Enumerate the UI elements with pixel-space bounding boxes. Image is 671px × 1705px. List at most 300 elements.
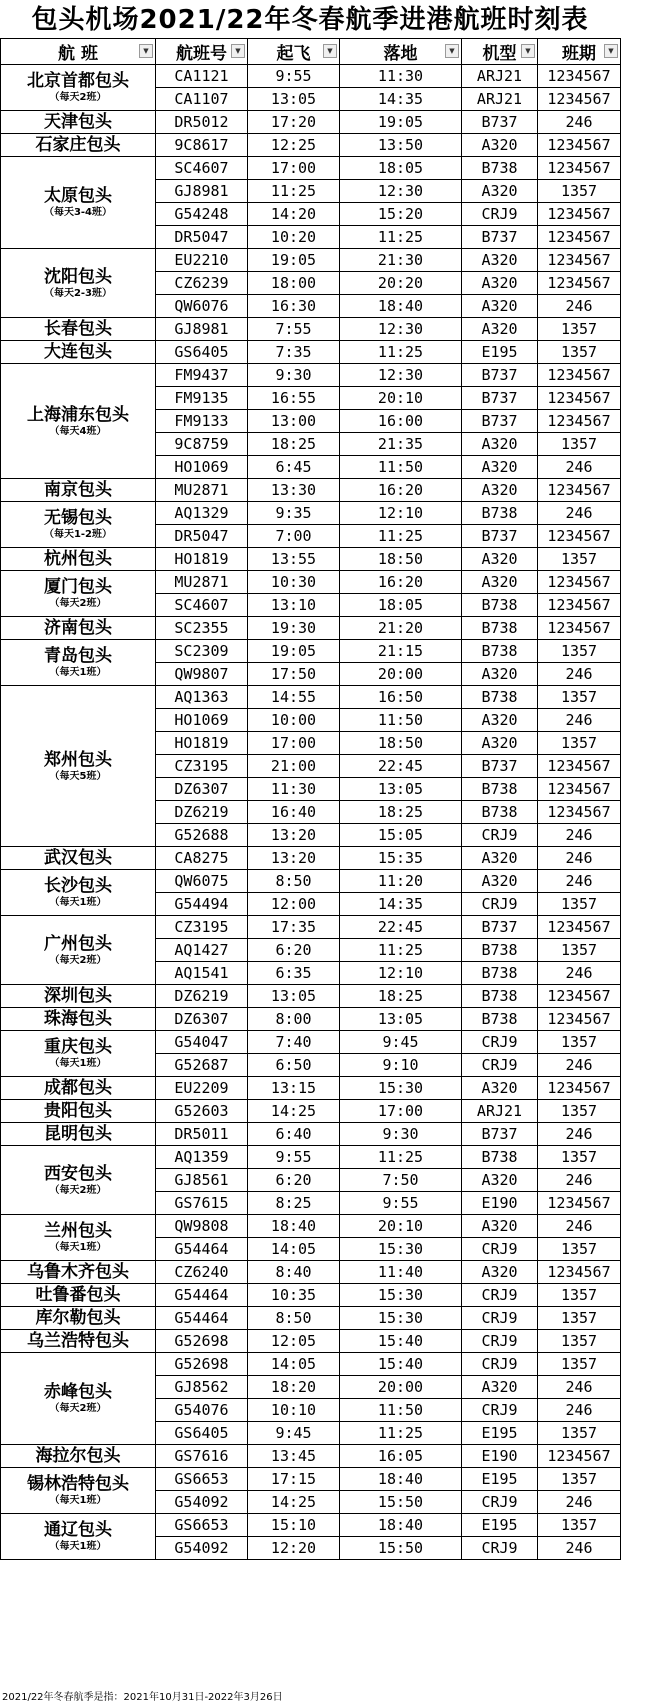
arrival-time-cell[interactable]: 18:50: [340, 548, 462, 571]
arrival-time-cell[interactable]: 20:10: [340, 387, 462, 410]
aircraft-type-cell[interactable]: CRJ9: [462, 1031, 538, 1054]
schedule-days-cell[interactable]: 1357: [538, 1468, 621, 1491]
aircraft-type-cell[interactable]: A320: [462, 180, 538, 203]
departure-time-cell[interactable]: 17:15: [248, 1468, 340, 1491]
aircraft-type-cell[interactable]: CRJ9: [462, 1537, 538, 1560]
schedule-days-cell[interactable]: 1234567: [538, 249, 621, 272]
flight-number-cell[interactable]: GJ8981: [156, 180, 248, 203]
aircraft-type-cell[interactable]: A320: [462, 272, 538, 295]
departure-time-cell[interactable]: 10:10: [248, 1399, 340, 1422]
route-cell[interactable]: [1, 571, 156, 617]
flight-number-cell[interactable]: CA8275: [156, 847, 248, 870]
aircraft-type-cell[interactable]: ARJ21: [462, 88, 538, 111]
flight-number-cell[interactable]: CZ3195: [156, 916, 248, 939]
schedule-days-cell[interactable]: 1357: [538, 1307, 621, 1330]
departure-time-cell[interactable]: 13:00: [248, 410, 340, 433]
schedule-days-cell[interactable]: 1357: [538, 1514, 621, 1537]
aircraft-type-cell[interactable]: A320: [462, 1261, 538, 1284]
arrival-time-cell[interactable]: 20:20: [340, 272, 462, 295]
route-cell[interactable]: [1, 1008, 156, 1031]
aircraft-type-cell[interactable]: B737: [462, 410, 538, 433]
aircraft-type-cell[interactable]: E195: [462, 341, 538, 364]
route-cell[interactable]: [1, 617, 156, 640]
departure-time-cell[interactable]: 15:10: [248, 1514, 340, 1537]
arrival-time-cell[interactable]: 9:55: [340, 1192, 462, 1215]
schedule-days-cell[interactable]: 246: [538, 870, 621, 893]
aircraft-type-cell[interactable]: A320: [462, 709, 538, 732]
aircraft-type-cell[interactable]: B738: [462, 617, 538, 640]
arrival-time-cell[interactable]: 18:50: [340, 732, 462, 755]
departure-time-cell[interactable]: 6:20: [248, 1169, 340, 1192]
aircraft-type-cell[interactable]: B738: [462, 939, 538, 962]
aircraft-type-cell[interactable]: A320: [462, 1215, 538, 1238]
arrival-time-cell[interactable]: 21:30: [340, 249, 462, 272]
aircraft-type-cell[interactable]: B737: [462, 387, 538, 410]
flight-number-cell[interactable]: FM9135: [156, 387, 248, 410]
departure-time-cell[interactable]: 13:10: [248, 594, 340, 617]
schedule-days-cell[interactable]: 1234567: [538, 755, 621, 778]
departure-time-cell[interactable]: 17:35: [248, 916, 340, 939]
aircraft-type-cell[interactable]: A320: [462, 456, 538, 479]
flight-number-cell[interactable]: SC2355: [156, 617, 248, 640]
aircraft-type-cell[interactable]: A320: [462, 1077, 538, 1100]
route-cell[interactable]: [1, 65, 156, 111]
departure-time-cell[interactable]: 9:35: [248, 502, 340, 525]
arrival-time-cell[interactable]: 22:45: [340, 755, 462, 778]
arrival-time-cell[interactable]: 12:10: [340, 962, 462, 985]
departure-time-cell[interactable]: 8:50: [248, 870, 340, 893]
arrival-time-cell[interactable]: 16:20: [340, 479, 462, 502]
departure-time-cell[interactable]: 16:40: [248, 801, 340, 824]
departure-time-cell[interactable]: 10:30: [248, 571, 340, 594]
aircraft-type-cell[interactable]: E195: [462, 1422, 538, 1445]
flight-number-cell[interactable]: 9C8759: [156, 433, 248, 456]
departure-time-cell[interactable]: 16:30: [248, 295, 340, 318]
aircraft-type-cell[interactable]: A320: [462, 433, 538, 456]
schedule-days-cell[interactable]: 1357: [538, 939, 621, 962]
flight-number-cell[interactable]: FM9437: [156, 364, 248, 387]
schedule-days-cell[interactable]: 1357: [538, 1422, 621, 1445]
schedule-days-cell[interactable]: 1234567: [538, 571, 621, 594]
flight-number-cell[interactable]: EU2210: [156, 249, 248, 272]
schedule-days-cell[interactable]: 1357: [538, 640, 621, 663]
schedule-days-cell[interactable]: 1234567: [538, 226, 621, 249]
departure-time-cell[interactable]: 6:50: [248, 1054, 340, 1077]
aircraft-type-cell[interactable]: CRJ9: [462, 1353, 538, 1376]
schedule-days-cell[interactable]: 1234567: [538, 1077, 621, 1100]
departure-time-cell[interactable]: 9:55: [248, 65, 340, 88]
aircraft-type-cell[interactable]: B737: [462, 226, 538, 249]
arrival-time-cell[interactable]: 20:00: [340, 663, 462, 686]
departure-time-cell[interactable]: 9:55: [248, 1146, 340, 1169]
arrival-time-cell[interactable]: 11:25: [340, 341, 462, 364]
aircraft-type-cell[interactable]: E195: [462, 1468, 538, 1491]
route-cell[interactable]: [1, 1514, 156, 1560]
flight-number-cell[interactable]: DR5047: [156, 525, 248, 548]
arrival-time-cell[interactable]: 11:40: [340, 1261, 462, 1284]
flight-number-cell[interactable]: GS7615: [156, 1192, 248, 1215]
arrival-time-cell[interactable]: 11:20: [340, 870, 462, 893]
arrival-time-cell[interactable]: 18:05: [340, 157, 462, 180]
flight-number-cell[interactable]: G54494: [156, 893, 248, 916]
schedule-days-cell[interactable]: 1357: [538, 1330, 621, 1353]
schedule-days-cell[interactable]: 246: [538, 1215, 621, 1238]
aircraft-type-cell[interactable]: B737: [462, 916, 538, 939]
schedule-days-cell[interactable]: 1357: [538, 341, 621, 364]
route-cell[interactable]: [1, 686, 156, 847]
schedule-days-cell[interactable]: 1234567: [538, 88, 621, 111]
schedule-days-cell[interactable]: 246: [538, 847, 621, 870]
flight-number-cell[interactable]: CZ3195: [156, 755, 248, 778]
flight-number-cell[interactable]: MU2871: [156, 479, 248, 502]
schedule-days-cell[interactable]: 1357: [538, 1238, 621, 1261]
schedule-days-cell[interactable]: 1234567: [538, 1261, 621, 1284]
arrival-time-cell[interactable]: 11:25: [340, 1146, 462, 1169]
route-cell[interactable]: [1, 134, 156, 157]
aircraft-type-cell[interactable]: E190: [462, 1192, 538, 1215]
aircraft-type-cell[interactable]: B738: [462, 985, 538, 1008]
arrival-time-cell[interactable]: 16:50: [340, 686, 462, 709]
arrival-time-cell[interactable]: 15:50: [340, 1537, 462, 1560]
schedule-days-cell[interactable]: 246: [538, 1491, 621, 1514]
arrival-time-cell[interactable]: 18:05: [340, 594, 462, 617]
route-cell[interactable]: [1, 1284, 156, 1307]
aircraft-type-cell[interactable]: CRJ9: [462, 1238, 538, 1261]
aircraft-type-cell[interactable]: B738: [462, 686, 538, 709]
flight-number-cell[interactable]: GJ8981: [156, 318, 248, 341]
schedule-days-cell[interactable]: 1357: [538, 1100, 621, 1123]
flight-number-cell[interactable]: DR5012: [156, 111, 248, 134]
aircraft-type-cell[interactable]: A320: [462, 847, 538, 870]
departure-time-cell[interactable]: 14:05: [248, 1238, 340, 1261]
schedule-days-cell[interactable]: 246: [538, 502, 621, 525]
route-cell[interactable]: [1, 1468, 156, 1514]
aircraft-type-cell[interactable]: B738: [462, 157, 538, 180]
arrival-time-cell[interactable]: 11:30: [340, 65, 462, 88]
departure-time-cell[interactable]: 12:20: [248, 1537, 340, 1560]
route-cell[interactable]: [1, 1215, 156, 1261]
aircraft-type-cell[interactable]: B738: [462, 502, 538, 525]
route-cell[interactable]: [1, 1445, 156, 1468]
flight-number-cell[interactable]: G54076: [156, 1399, 248, 1422]
flight-number-cell[interactable]: HO1819: [156, 732, 248, 755]
arrival-time-cell[interactable]: 9:10: [340, 1054, 462, 1077]
filter-dropdown-icon[interactable]: ▼: [521, 44, 535, 58]
arrival-time-cell[interactable]: 18:40: [340, 1514, 462, 1537]
arrival-time-cell[interactable]: 7:50: [340, 1169, 462, 1192]
flight-number-cell[interactable]: SC2309: [156, 640, 248, 663]
flight-number-cell[interactable]: GS6653: [156, 1514, 248, 1537]
flight-number-cell[interactable]: G52687: [156, 1054, 248, 1077]
arrival-time-cell[interactable]: 18:40: [340, 1468, 462, 1491]
route-cell[interactable]: [1, 249, 156, 318]
flight-number-cell[interactable]: DZ6219: [156, 801, 248, 824]
route-cell[interactable]: [1, 1330, 156, 1353]
aircraft-type-cell[interactable]: CRJ9: [462, 1399, 538, 1422]
aircraft-type-cell[interactable]: A320: [462, 1169, 538, 1192]
arrival-time-cell[interactable]: 15:30: [340, 1077, 462, 1100]
schedule-days-cell[interactable]: 1234567: [538, 157, 621, 180]
aircraft-type-cell[interactable]: CRJ9: [462, 203, 538, 226]
flight-number-cell[interactable]: DR5011: [156, 1123, 248, 1146]
flight-number-cell[interactable]: G54464: [156, 1284, 248, 1307]
arrival-time-cell[interactable]: 15:30: [340, 1238, 462, 1261]
aircraft-type-cell[interactable]: CRJ9: [462, 1330, 538, 1353]
departure-time-cell[interactable]: 6:20: [248, 939, 340, 962]
arrival-time-cell[interactable]: 14:35: [340, 88, 462, 111]
flight-number-cell[interactable]: DR5047: [156, 226, 248, 249]
departure-time-cell[interactable]: 13:15: [248, 1077, 340, 1100]
schedule-days-cell[interactable]: 246: [538, 824, 621, 847]
arrival-time-cell[interactable]: 20:10: [340, 1215, 462, 1238]
aircraft-type-cell[interactable]: A320: [462, 663, 538, 686]
route-cell[interactable]: [1, 502, 156, 548]
flight-number-cell[interactable]: HO1069: [156, 709, 248, 732]
route-cell[interactable]: [1, 341, 156, 364]
schedule-days-cell[interactable]: 1357: [538, 1284, 621, 1307]
arrival-time-cell[interactable]: 11:50: [340, 709, 462, 732]
schedule-days-cell[interactable]: 246: [538, 456, 621, 479]
route-cell[interactable]: [1, 157, 156, 249]
flight-number-cell[interactable]: G54092: [156, 1537, 248, 1560]
schedule-days-cell[interactable]: 1357: [538, 318, 621, 341]
route-cell[interactable]: [1, 1123, 156, 1146]
departure-time-cell[interactable]: 7:00: [248, 525, 340, 548]
filter-dropdown-icon[interactable]: ▼: [231, 44, 245, 58]
schedule-days-cell[interactable]: 246: [538, 111, 621, 134]
arrival-time-cell[interactable]: 14:35: [340, 893, 462, 916]
flight-number-cell[interactable]: G52698: [156, 1353, 248, 1376]
flight-number-cell[interactable]: CZ6239: [156, 272, 248, 295]
schedule-days-cell[interactable]: 246: [538, 1399, 621, 1422]
flight-number-cell[interactable]: FM9133: [156, 410, 248, 433]
arrival-time-cell[interactable]: 20:00: [340, 1376, 462, 1399]
flight-number-cell[interactable]: QW6076: [156, 295, 248, 318]
departure-time-cell[interactable]: 17:00: [248, 732, 340, 755]
arrival-time-cell[interactable]: 18:25: [340, 801, 462, 824]
departure-time-cell[interactable]: 12:05: [248, 1330, 340, 1353]
departure-time-cell[interactable]: 21:00: [248, 755, 340, 778]
schedule-days-cell[interactable]: 246: [538, 1123, 621, 1146]
schedule-days-cell[interactable]: 1357: [538, 732, 621, 755]
flight-number-cell[interactable]: 9C8617: [156, 134, 248, 157]
route-cell[interactable]: [1, 1100, 156, 1123]
schedule-days-cell[interactable]: 246: [538, 663, 621, 686]
flight-number-cell[interactable]: MU2871: [156, 571, 248, 594]
schedule-days-cell[interactable]: 1234567: [538, 801, 621, 824]
schedule-days-cell[interactable]: 246: [538, 295, 621, 318]
flight-number-cell[interactable]: HO1819: [156, 548, 248, 571]
flight-number-cell[interactable]: SC4607: [156, 157, 248, 180]
route-cell[interactable]: [1, 985, 156, 1008]
route-cell[interactable]: [1, 1077, 156, 1100]
arrival-time-cell[interactable]: 15:40: [340, 1330, 462, 1353]
schedule-days-cell[interactable]: 1234567: [538, 1445, 621, 1468]
arrival-time-cell[interactable]: 11:25: [340, 226, 462, 249]
flight-number-cell[interactable]: AQ1363: [156, 686, 248, 709]
route-cell[interactable]: [1, 1031, 156, 1077]
arrival-time-cell[interactable]: 22:45: [340, 916, 462, 939]
departure-time-cell[interactable]: 19:05: [248, 640, 340, 663]
aircraft-type-cell[interactable]: CRJ9: [462, 1054, 538, 1077]
schedule-days-cell[interactable]: 1234567: [538, 525, 621, 548]
departure-time-cell[interactable]: 14:20: [248, 203, 340, 226]
departure-time-cell[interactable]: 10:20: [248, 226, 340, 249]
flight-number-cell[interactable]: G52698: [156, 1330, 248, 1353]
departure-time-cell[interactable]: 18:40: [248, 1215, 340, 1238]
aircraft-type-cell[interactable]: A320: [462, 134, 538, 157]
schedule-days-cell[interactable]: 1234567: [538, 410, 621, 433]
arrival-time-cell[interactable]: 19:05: [340, 111, 462, 134]
aircraft-type-cell[interactable]: CRJ9: [462, 1307, 538, 1330]
flight-number-cell[interactable]: CA1121: [156, 65, 248, 88]
departure-time-cell[interactable]: 19:30: [248, 617, 340, 640]
arrival-time-cell[interactable]: 15:50: [340, 1491, 462, 1514]
aircraft-type-cell[interactable]: A320: [462, 1376, 538, 1399]
schedule-days-cell[interactable]: 246: [538, 1054, 621, 1077]
arrival-time-cell[interactable]: 15:30: [340, 1284, 462, 1307]
route-cell[interactable]: [1, 111, 156, 134]
route-cell[interactable]: [1, 1146, 156, 1215]
aircraft-type-cell[interactable]: CRJ9: [462, 824, 538, 847]
departure-time-cell[interactable]: 12:00: [248, 893, 340, 916]
flight-number-cell[interactable]: QW6075: [156, 870, 248, 893]
schedule-days-cell[interactable]: 1357: [538, 686, 621, 709]
arrival-time-cell[interactable]: 16:20: [340, 571, 462, 594]
flight-number-cell[interactable]: CZ6240: [156, 1261, 248, 1284]
departure-time-cell[interactable]: 9:45: [248, 1422, 340, 1445]
arrival-time-cell[interactable]: 11:25: [340, 1422, 462, 1445]
route-cell[interactable]: [1, 364, 156, 479]
route-cell[interactable]: [1, 916, 156, 985]
arrival-time-cell[interactable]: 13:05: [340, 778, 462, 801]
departure-time-cell[interactable]: 8:40: [248, 1261, 340, 1284]
departure-time-cell[interactable]: 13:45: [248, 1445, 340, 1468]
departure-time-cell[interactable]: 10:00: [248, 709, 340, 732]
arrival-time-cell[interactable]: 16:00: [340, 410, 462, 433]
aircraft-type-cell[interactable]: B738: [462, 640, 538, 663]
route-cell[interactable]: [1, 870, 156, 916]
flight-number-cell[interactable]: EU2209: [156, 1077, 248, 1100]
departure-time-cell[interactable]: 14:25: [248, 1100, 340, 1123]
departure-time-cell[interactable]: 13:05: [248, 985, 340, 1008]
route-cell[interactable]: [1, 548, 156, 571]
departure-time-cell[interactable]: 18:25: [248, 433, 340, 456]
arrival-time-cell[interactable]: 11:50: [340, 456, 462, 479]
departure-time-cell[interactable]: 8:00: [248, 1008, 340, 1031]
departure-time-cell[interactable]: 13:30: [248, 479, 340, 502]
arrival-time-cell[interactable]: 21:35: [340, 433, 462, 456]
schedule-days-cell[interactable]: 1234567: [538, 778, 621, 801]
aircraft-type-cell[interactable]: B737: [462, 111, 538, 134]
departure-time-cell[interactable]: 9:30: [248, 364, 340, 387]
aircraft-type-cell[interactable]: B738: [462, 1008, 538, 1031]
route-cell[interactable]: [1, 1353, 156, 1445]
arrival-time-cell[interactable]: 17:00: [340, 1100, 462, 1123]
schedule-days-cell[interactable]: 1357: [538, 1146, 621, 1169]
flight-number-cell[interactable]: G52603: [156, 1100, 248, 1123]
filter-dropdown-icon[interactable]: ▼: [323, 44, 337, 58]
departure-time-cell[interactable]: 6:40: [248, 1123, 340, 1146]
arrival-time-cell[interactable]: 12:30: [340, 364, 462, 387]
departure-time-cell[interactable]: 13:20: [248, 824, 340, 847]
schedule-days-cell[interactable]: 1234567: [538, 617, 621, 640]
aircraft-type-cell[interactable]: B738: [462, 778, 538, 801]
aircraft-type-cell[interactable]: A320: [462, 548, 538, 571]
filter-dropdown-icon[interactable]: ▼: [139, 44, 153, 58]
schedule-days-cell[interactable]: 1357: [538, 548, 621, 571]
schedule-days-cell[interactable]: 1234567: [538, 387, 621, 410]
schedule-days-cell[interactable]: 1234567: [538, 985, 621, 1008]
departure-time-cell[interactable]: 10:35: [248, 1284, 340, 1307]
aircraft-type-cell[interactable]: A320: [462, 318, 538, 341]
flight-number-cell[interactable]: G54464: [156, 1238, 248, 1261]
departure-time-cell[interactable]: 6:45: [248, 456, 340, 479]
flight-number-cell[interactable]: G54248: [156, 203, 248, 226]
departure-time-cell[interactable]: 18:00: [248, 272, 340, 295]
flight-number-cell[interactable]: GS7616: [156, 1445, 248, 1468]
schedule-days-cell[interactable]: 246: [538, 709, 621, 732]
schedule-days-cell[interactable]: 1357: [538, 893, 621, 916]
aircraft-type-cell[interactable]: B738: [462, 594, 538, 617]
flight-number-cell[interactable]: AQ1359: [156, 1146, 248, 1169]
route-cell[interactable]: [1, 847, 156, 870]
schedule-days-cell[interactable]: 246: [538, 1376, 621, 1399]
arrival-time-cell[interactable]: 11:50: [340, 1399, 462, 1422]
arrival-time-cell[interactable]: 15:35: [340, 847, 462, 870]
arrival-time-cell[interactable]: 18:25: [340, 985, 462, 1008]
arrival-time-cell[interactable]: 21:15: [340, 640, 462, 663]
departure-time-cell[interactable]: 8:25: [248, 1192, 340, 1215]
schedule-days-cell[interactable]: 1234567: [538, 203, 621, 226]
filter-dropdown-icon[interactable]: ▼: [445, 44, 459, 58]
flight-number-cell[interactable]: AQ1541: [156, 962, 248, 985]
flight-number-cell[interactable]: G54464: [156, 1307, 248, 1330]
arrival-time-cell[interactable]: 12:30: [340, 180, 462, 203]
arrival-time-cell[interactable]: 12:30: [340, 318, 462, 341]
aircraft-type-cell[interactable]: A320: [462, 295, 538, 318]
departure-time-cell[interactable]: 13:05: [248, 88, 340, 111]
flight-number-cell[interactable]: QW9808: [156, 1215, 248, 1238]
flight-number-cell[interactable]: GJ8561: [156, 1169, 248, 1192]
flight-number-cell[interactable]: CA1107: [156, 88, 248, 111]
aircraft-type-cell[interactable]: A320: [462, 479, 538, 502]
departure-time-cell[interactable]: 6:35: [248, 962, 340, 985]
arrival-time-cell[interactable]: 9:30: [340, 1123, 462, 1146]
aircraft-type-cell[interactable]: A320: [462, 870, 538, 893]
flight-number-cell[interactable]: QW9807: [156, 663, 248, 686]
departure-time-cell[interactable]: 14:05: [248, 1353, 340, 1376]
flight-number-cell[interactable]: AQ1427: [156, 939, 248, 962]
departure-time-cell[interactable]: 13:20: [248, 847, 340, 870]
flight-number-cell[interactable]: DZ6219: [156, 985, 248, 1008]
route-cell[interactable]: [1, 479, 156, 502]
schedule-days-cell[interactable]: 1357: [538, 180, 621, 203]
aircraft-type-cell[interactable]: B738: [462, 962, 538, 985]
route-cell[interactable]: [1, 1261, 156, 1284]
aircraft-type-cell[interactable]: CRJ9: [462, 893, 538, 916]
departure-time-cell[interactable]: 7:55: [248, 318, 340, 341]
flight-number-cell[interactable]: DZ6307: [156, 1008, 248, 1031]
arrival-time-cell[interactable]: 12:10: [340, 502, 462, 525]
schedule-days-cell[interactable]: 1234567: [538, 916, 621, 939]
flight-number-cell[interactable]: GJ8562: [156, 1376, 248, 1399]
route-cell[interactable]: [1, 640, 156, 686]
schedule-days-cell[interactable]: 246: [538, 962, 621, 985]
departure-time-cell[interactable]: 16:55: [248, 387, 340, 410]
arrival-time-cell[interactable]: 13:50: [340, 134, 462, 157]
departure-time-cell[interactable]: 11:30: [248, 778, 340, 801]
